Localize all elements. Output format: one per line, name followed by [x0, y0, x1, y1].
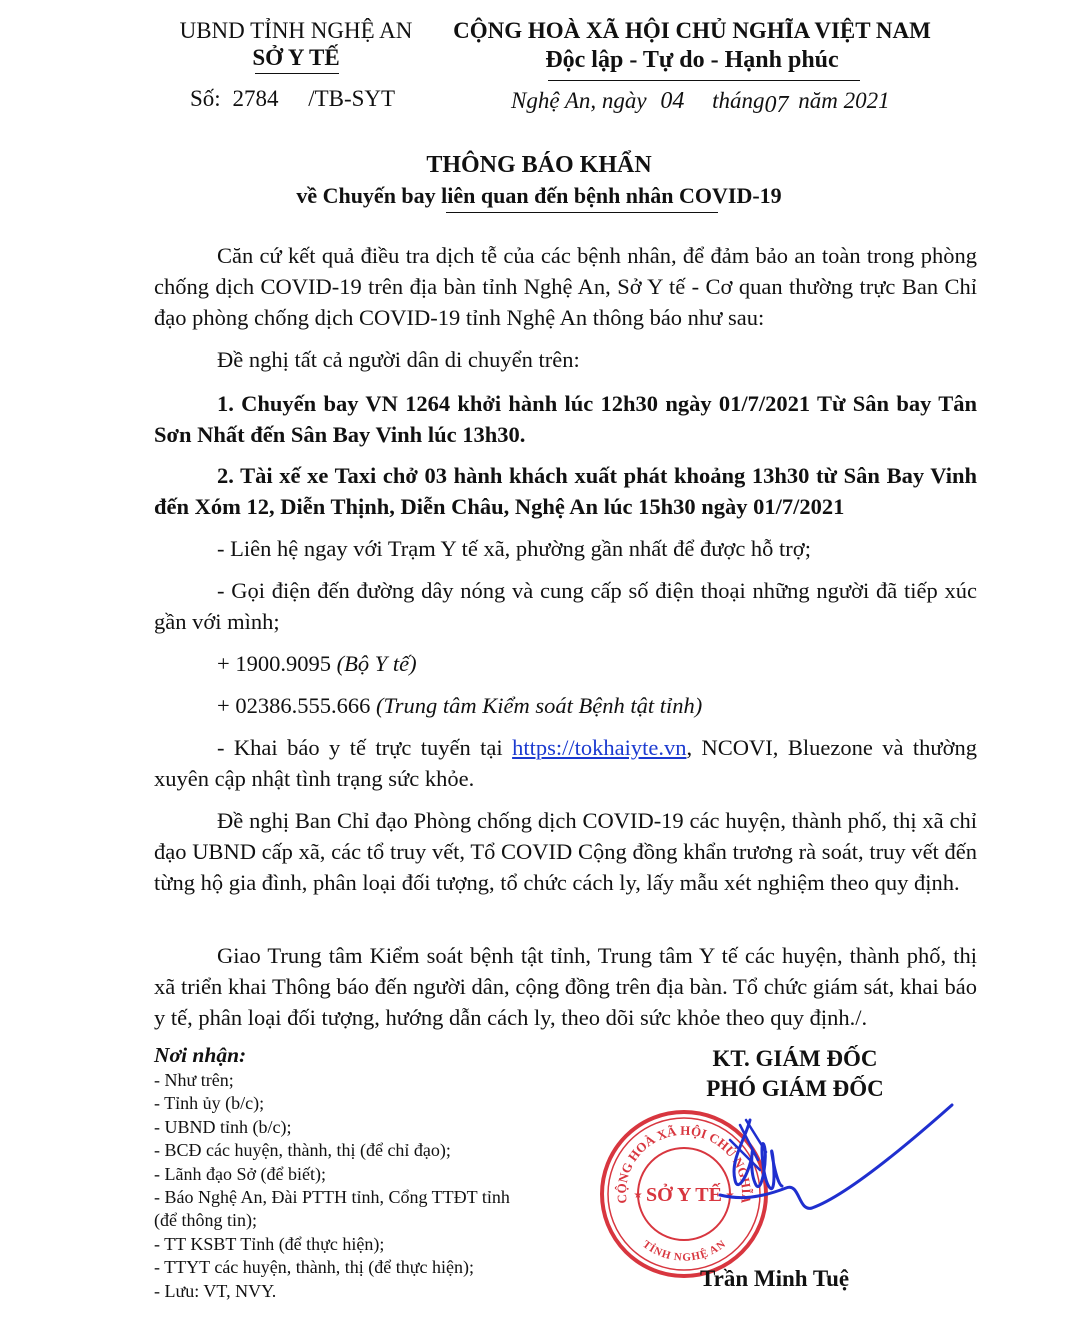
stamp-center-text: SỞ Y TẾ	[646, 1184, 722, 1206]
department-underline	[255, 73, 339, 74]
hotline-cdc-org: (Trung tâm Kiểm soát Bệnh tật tỉnh)	[375, 693, 703, 718]
hotline-ministry	[154, 648, 977, 679]
stamp-star-right-icon: ★	[725, 1190, 735, 1201]
recipient-item: - Tỉnh ủy (b/c);	[154, 1093, 265, 1114]
national-motto: Độc lập - Tự do - Hạnh phúc	[545, 47, 839, 73]
number-value: 2784	[232, 86, 279, 111]
districts-paragraph: Đề nghị Ban Chỉ đạo Phòng chống dịch COVID-19 các huyện, thành phố, thị xã chỉ đạo UBND cấp xã, các tổ truy vết, Tổ COVID Cộng đồng khẩn trương rà soát, truy vết đến từng hộ gia đình, phân loại đối tượng, tổ chức cách ly, lấy mẫu xét nghiệm theo quy định.	[154, 808, 977, 895]
date-month-label: tháng	[712, 88, 765, 113]
declaration-suffix: , NCOVI, Bluezone và thường xuyên cập nhật tình trạng sức khỏe.	[154, 735, 978, 791]
intro-paragraph: Căn cứ kết quả điều tra dịch tễ của các bệnh nhân, để đảm bảo an toàn trong phòng chống dịch COVID-19 trên địa bàn tỉnh Nghệ An, Sở Y tế - Cơ quan thường trực Ban Chỉ đạo phòng chống dịch COVID-19 tỉnh Nghệ An thông báo như sau:	[154, 243, 977, 330]
motto-underline	[548, 80, 860, 81]
signature-stroke-tail	[720, 1105, 952, 1208]
title-underline	[446, 212, 718, 213]
recipient-item: - Như trên;	[154, 1070, 234, 1090]
recipient-item: (để thông tin);	[154, 1210, 257, 1231]
document-date	[511, 88, 890, 118]
request-paragraph: Đề nghị tất cả người dân di chuyển trên:	[217, 347, 580, 372]
agency-name: UBND TỈNH NGHỆ AN	[179, 18, 413, 43]
number-suffix: /TB-SYT	[308, 86, 396, 111]
declaration-prefix: - Khai báo y tế trực tuyến tại	[217, 735, 503, 760]
nation-title: CỘNG HOÀ XÃ HỘI CHỦ NGHĨA VIỆT NAM	[453, 18, 931, 43]
notice-subtitle: về Chuyến bay liên quan đến bệnh nhân COVID-19	[296, 183, 782, 208]
contact-instruction: - Liên hệ ngay với Trạm Y tế xã, phường gần nhất để được hỗ trợ;	[217, 536, 811, 561]
document-number	[190, 86, 395, 112]
recipient-item: - Báo Nghệ An, Đài PTTH tỉnh, Cổng TTĐT tỉnh	[154, 1187, 510, 1208]
signature-title-2: PHÓ GIÁM ĐỐC	[706, 1076, 884, 1101]
assignment-paragraph: Giao Trung tâm Kiểm soát bệnh tật tỉnh, Trung tâm Y tế các huyện, thành phố, thị xã triển khai Thông báo đến người dân, cộng đồng trên địa bàn. Tổ chức giám sát, khai báo y tế, phân loại đối tượng, hướng dẫn cách ly, theo dõi sức khỏe theo quy định./.	[154, 943, 977, 1030]
recipient-item: - TTYT các huyện, thành, thị (để thực hiện);	[154, 1257, 474, 1278]
flight-item: 1. Chuyến bay VN 1264 khởi hành lúc 12h30 ngày 01/7/2021 Từ Sân bay Tân Sơn Nhất đến Sân Bay Vinh lúc 13h30.	[154, 391, 977, 447]
signer-name: Trần Minh Tuệ	[700, 1266, 850, 1291]
recipient-item: - UBND tỉnh (b/c);	[154, 1116, 292, 1137]
number-label: Số:	[190, 86, 221, 111]
date-prefix: Nghệ An, ngày	[511, 88, 647, 113]
handwritten-signature	[690, 1100, 960, 1230]
stamp-outer-text: CỘNG HOÀ XÃ HỘI CHỦ NGHĨA	[613, 1122, 755, 1205]
recipients-title: Nơi nhận:	[154, 1043, 247, 1067]
stamp-bottom-text: TỈNH NGHỆ AN	[640, 1238, 728, 1264]
date-year: năm 2021	[798, 88, 890, 113]
date-month: 07	[764, 92, 789, 118]
hotline-ministry-org: (Bộ Y tế)	[336, 651, 417, 676]
online-declaration	[154, 732, 977, 794]
taxi-item: 2. Tài xế xe Taxi chở 03 hành khách xuất phát khoảng 13h30 từ Sân Bay Vinh đến Xóm 12, Diễn Thịnh, Diễn Châu, Nghệ An lúc 15h30 ngày 01/7/2021	[154, 463, 977, 519]
recipient-item: - Lưu: VT, NVY.	[154, 1280, 277, 1301]
hotline-cdc-number: + 02386.555.666	[217, 693, 371, 718]
signature-title-1: KT. GIÁM ĐỐC	[712, 1046, 878, 1071]
recipient-item: - TT KSBT Tỉnh (để thực hiện);	[154, 1233, 385, 1254]
notice-title: THÔNG BÁO KHẨN	[426, 152, 652, 178]
hotline-ministry-number: + 1900.9095	[217, 651, 331, 676]
stamp-star-left-icon: ★	[633, 1190, 643, 1201]
hotline-instruction: - Gọi điện đến đường dây nóng và cung cấp số điện thoại những người đã tiếp xúc gần với mình;	[154, 578, 977, 634]
date-day: 04	[660, 88, 685, 114]
recipient-item: - BCĐ các huyện, thành, thị (để chỉ đạo);	[154, 1140, 451, 1161]
recipient-item: - Lãnh đạo Sở (để biết);	[154, 1163, 326, 1184]
hotline-cdc	[154, 690, 977, 721]
recipients-list	[154, 1069, 574, 1303]
department-name: SỞ Y TẾ	[252, 45, 340, 70]
signature-stroke-scribble	[734, 1120, 782, 1189]
declaration-link[interactable]: https://tokhaiyte.vn	[512, 735, 687, 760]
